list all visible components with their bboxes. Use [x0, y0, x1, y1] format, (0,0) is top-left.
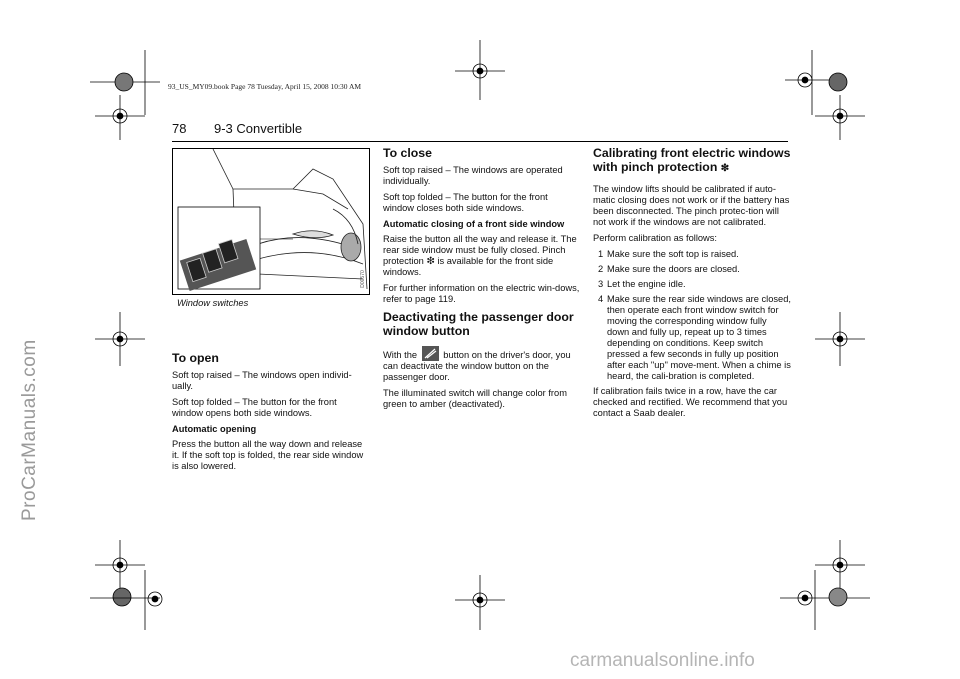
column-1 — [172, 351, 369, 477]
paragraph: For further information on the electric win-dows, refer to page 119. — [383, 283, 580, 304]
list-item: 1 Make sure the soft top is raised. — [598, 249, 739, 259]
registration-mark-icon — [455, 40, 505, 100]
paragraph: Perform calibration as follows: — [593, 233, 718, 243]
subheading-automatic-opening: Automatic opening — [172, 424, 257, 434]
window-lock-button-icon — [422, 346, 439, 361]
text: is available for the front side windows. — [383, 256, 554, 277]
registration-mark-icon — [95, 540, 145, 606]
heading-text: Calibrating front electric windows with pinch protection — [593, 146, 791, 174]
heading-deactivating: Deactivating the passenger door window button — [383, 310, 574, 338]
figure-code: D00570 — [359, 270, 366, 288]
list-item: 4 Make sure the rear side windows are closed, then operate each front window switch for moving the corresponding window fully down and fully up, repeat up to 3 times depending on conditions. Keep switch pressed a few seconds in fully up position after each "up" move-ment. When a chime is heard, the cali-bration is completed. — [598, 294, 791, 381]
text: Raise the button all the way and release it. The rear side window must be fully closed. Pinch protection — [383, 234, 577, 266]
paragraph: Press the button all the way down and release it. If the soft top is folded, the rear side window is also lowered. — [172, 439, 364, 471]
paragraph — [383, 234, 580, 278]
registration-mark-icon — [455, 575, 505, 630]
text: button on the driver's door, you can deactivate the window button on the passenger door. — [383, 350, 571, 382]
side-watermark: ProCarManuals.com — [19, 339, 40, 521]
calibration-steps — [593, 249, 791, 382]
header-rule — [172, 141, 788, 142]
column-2 — [383, 146, 580, 415]
window-switches-figure — [172, 148, 370, 295]
registration-mark-icon — [815, 312, 865, 366]
snowflake-icon: ❇ — [720, 163, 730, 174]
paragraph: If calibration fails twice in a row, have the car checked and rectified. We recommend that you contact a Saab dealer. — [593, 386, 788, 418]
registration-mark-icon — [815, 95, 865, 140]
paragraph — [383, 346, 580, 383]
registration-mark-icon — [785, 50, 847, 115]
registration-mark-icon — [95, 312, 145, 366]
registration-mark-icon — [90, 50, 160, 115]
text: With the — [383, 350, 418, 360]
heading-to-close: To close — [383, 146, 432, 160]
bottom-watermark: carmanualsonline.info — [570, 650, 755, 671]
list-item: 3 Let the engine idle. — [598, 279, 686, 289]
registration-mark-icon — [780, 570, 870, 630]
column-3 — [593, 146, 791, 424]
door-illustration — [173, 149, 369, 294]
heading-to-open: To open — [172, 351, 219, 365]
figure-caption: Window switches — [177, 298, 249, 308]
list-item: 2 Make sure the doors are closed. — [598, 264, 740, 274]
paragraph: Soft top folded – The button for the front window closes both side windows. — [383, 192, 548, 213]
registration-mark-icon — [815, 540, 865, 590]
paragraph: Soft top folded – The button for the front window opens both side windows. — [172, 397, 337, 418]
paragraph: The illuminated switch will change color from green to amber (deactivated). — [383, 388, 567, 409]
running-title: 9-3 Convertible — [214, 121, 303, 136]
book-info: 93_US_MY09.book Page 78 Tuesday, April 15, 2008 10:30 AM — [168, 82, 362, 91]
page-number: 78 — [172, 121, 187, 136]
registration-mark-icon — [95, 95, 145, 140]
snowflake-icon: ❇ — [426, 256, 435, 267]
subheading-automatic-closing: Automatic closing of a front side window — [383, 219, 565, 229]
heading-calibrating — [593, 146, 791, 176]
paragraph: Soft top raised – The windows open individ-ually. — [172, 370, 352, 391]
paragraph: Soft top raised – The windows are operated individually. — [383, 165, 563, 186]
paragraph: The window lifts should be calibrated if auto-matic closing does not work or if the battery has been disconnected. The pinch protec-tion will not work if the windows are not calibrated. — [593, 184, 790, 227]
